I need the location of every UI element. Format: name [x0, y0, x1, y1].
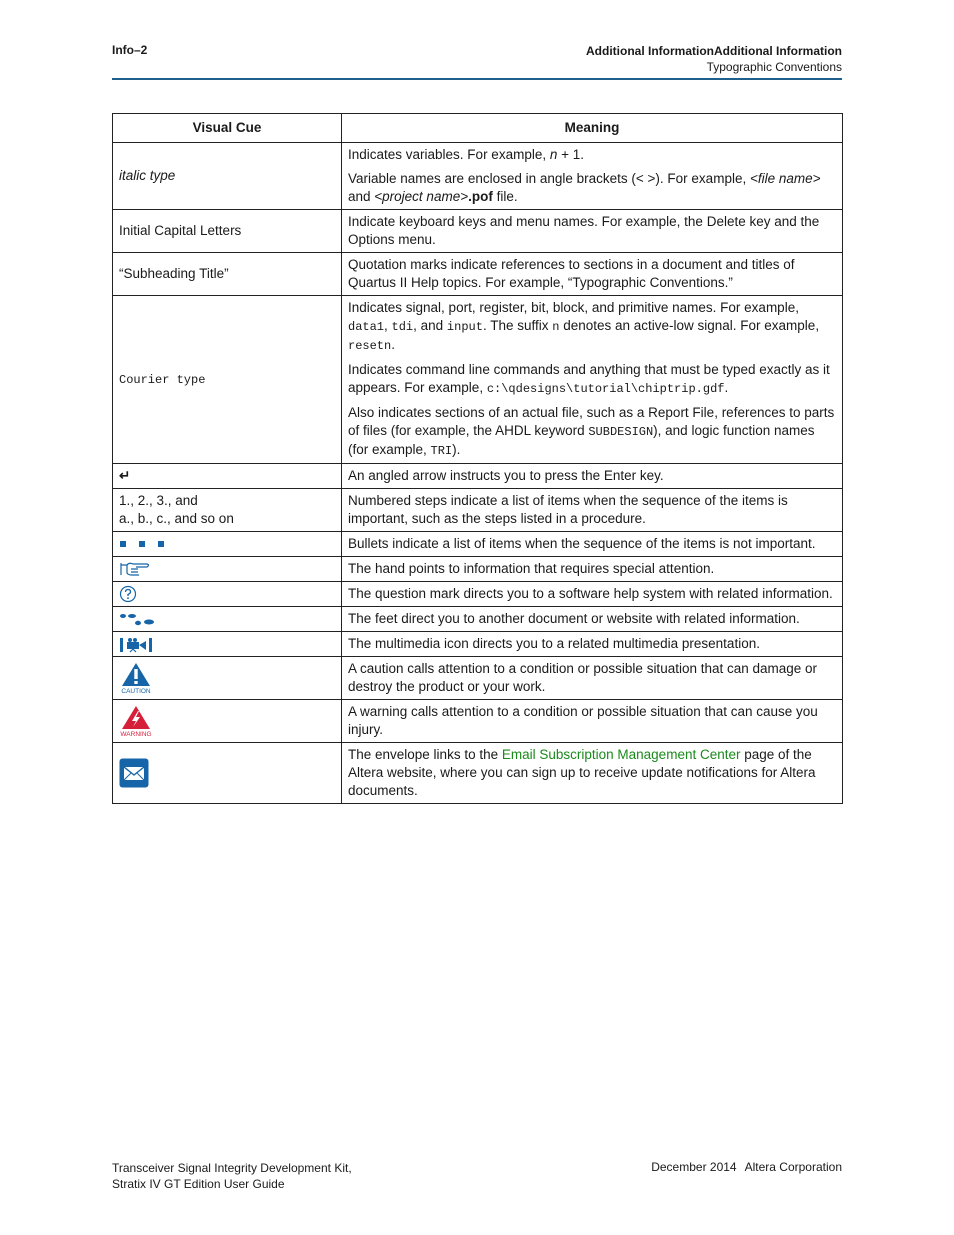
meaning-cell: A caution calls attention to a condition or possible situation that can damage or destroy the product or your work.: [342, 657, 843, 700]
page-number: Info–2: [112, 43, 148, 57]
cue-line: 1., 2., 3., and: [119, 493, 198, 508]
table-row: [113, 464, 843, 489]
pointing-hand-icon: [113, 557, 342, 582]
table-row: [113, 143, 843, 210]
table-row: [113, 532, 843, 557]
cue-italic-type: italic type: [113, 143, 342, 210]
meaning-cell: [342, 143, 843, 210]
meaning-cell: Numbered steps indicate a list of items when the sequence of the items is important, such as the steps listed in a procedure.: [342, 489, 843, 532]
header-meaning: Meaning: [342, 114, 843, 143]
cue-numbered-steps: [113, 489, 342, 532]
cue-courier-type: Courier type: [113, 296, 342, 464]
cue-initial-capitals: Initial Capital Letters: [113, 210, 342, 253]
table-row: [113, 489, 843, 532]
running-header: [586, 43, 842, 75]
footer-doc-title: [112, 1160, 352, 1192]
header-rule: [112, 78, 842, 80]
multimedia-icon: [113, 632, 342, 657]
table-row: [113, 632, 843, 657]
typographic-conventions-table: [112, 113, 843, 804]
meaning-cell: A warning calls attention to a condition or possible situation that can cause you injury.: [342, 700, 843, 743]
table-row: [113, 210, 843, 253]
meaning-cell: Indicate keyboard keys and menu names. For example, the Delete key and the Options menu.: [342, 210, 843, 253]
meaning-cell: The envelope links to the Email Subscription Management Center page of the Altera website, where you can sign up to receive update notifications for Altera documents.: [342, 743, 843, 804]
meaning-cell: Bullets indicate a list of items when the sequence of the items is not important.: [342, 532, 843, 557]
table-row: [113, 582, 843, 607]
header-visual-cue: Visual Cue: [113, 114, 342, 143]
subsection-title: Typographic Conventions: [706, 60, 842, 74]
meaning-paragraph: Indicates signal, port, register, bit, block, and primitive names. For example, data1, tdi, and input. The suffix n denotes an active-low signal. For example, resetn.: [348, 300, 820, 353]
meaning-cell: Quotation marks indicate references to sections in a document and titles of Quartus II Help topics. For example, “Typographic Conventions.”: [342, 253, 843, 296]
footer-company: Altera Corporation: [744, 1160, 842, 1174]
meaning-cell: The question mark directs you to a software help system with related information.: [342, 582, 843, 607]
caution-icon: [113, 657, 342, 700]
meaning-cell: The multimedia icon directs you to a related multimedia presentation.: [342, 632, 843, 657]
meaning-cell: [342, 296, 843, 464]
footer-date: December 2014: [651, 1160, 737, 1174]
table-row: [113, 743, 843, 804]
meaning-cell: An angled arrow instructs you to press the Enter key.: [342, 464, 843, 489]
meaning-paragraph: Variable names are enclosed in angle brackets (< >). For example, <file name> and <project name>.pof file.: [348, 171, 821, 204]
feet-icon: [113, 607, 342, 632]
warning-icon: [113, 700, 342, 743]
table-row: [113, 296, 843, 464]
cue-line: a., b., c., and so on: [119, 511, 234, 526]
table-row: [113, 607, 843, 632]
section-title: Additional InformationAdditional Information: [586, 44, 842, 58]
footer-line: Transceiver Signal Integrity Development Kit,: [112, 1161, 352, 1175]
caution-icon-label: CAUTION: [121, 688, 151, 696]
meaning-paragraph: Also indicates sections of an actual file, such as a Report File, references to parts of files (for example, the AHDL keyword SUBDESIGN), and logic function names (for example, TRI).: [348, 405, 835, 458]
table-row: [113, 700, 843, 743]
enter-arrow-icon: ↵: [113, 464, 342, 489]
question-mark-icon: [113, 582, 342, 607]
meaning-paragraph: Indicates variables. For example, n + 1.: [348, 147, 585, 162]
meaning-cell: The hand points to information that requires special attention.: [342, 557, 843, 582]
table-row: [113, 557, 843, 582]
cue-subheading-title: “Subheading Title”: [113, 253, 342, 296]
table-header-row: [113, 114, 843, 143]
envelope-icon: [113, 743, 342, 804]
footer-info: [651, 1160, 842, 1174]
bullets-icon: [113, 532, 342, 557]
table-row: [113, 253, 843, 296]
meaning-paragraph: Indicates command line commands and anything that must be typed exactly as it appears. For example, c:\qdesigns\tutorial\chiptrip.gdf.: [348, 362, 830, 396]
footer-line: Stratix IV GT Edition User Guide: [112, 1177, 285, 1191]
table-row: [113, 657, 843, 700]
meaning-cell: The feet direct you to another document or website with related information.: [342, 607, 843, 632]
warning-icon-label: WARNING: [120, 731, 152, 739]
email-subscription-link[interactable]: Email Subscription Management Center: [501, 747, 741, 763]
